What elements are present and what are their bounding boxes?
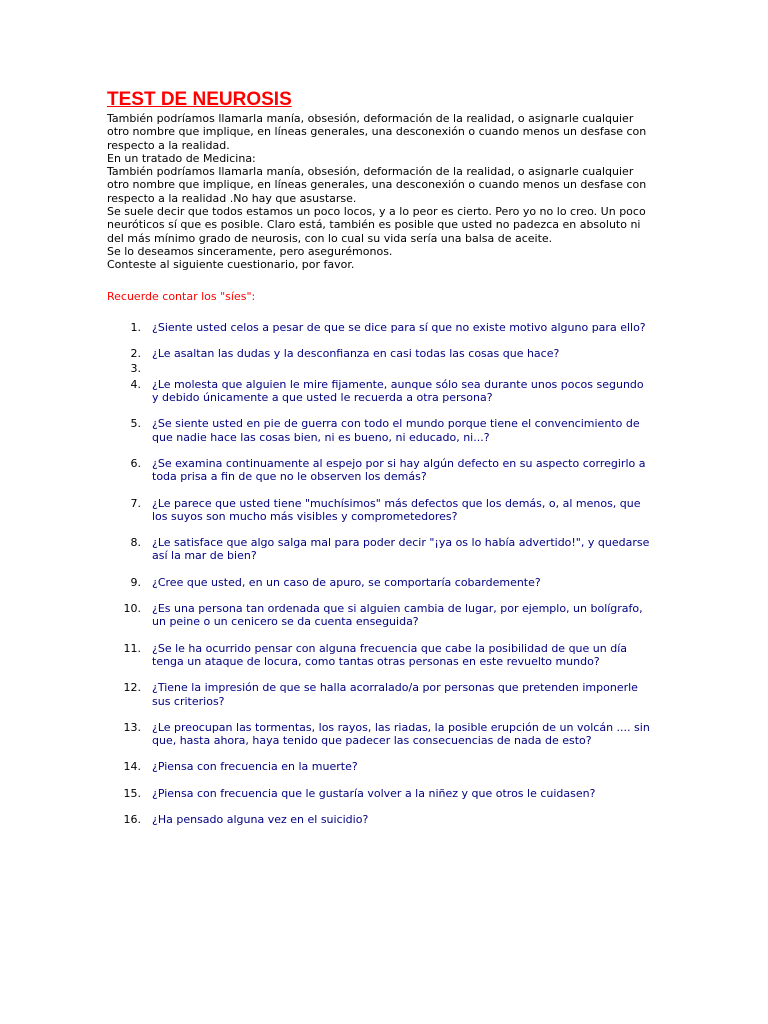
question-item	[107, 787, 652, 800]
question-text: ¿Cree que usted, en un caso de apuro, se comportaría cobardemente?	[152, 575, 541, 589]
question-number: 10.	[123, 602, 141, 616]
question-text: ¿Le preocupan las tormentas, los rayos, las riadas, la posible erupción de un volcán .... sin que, hasta ahora, haya tenido que padecer las consecuencias de nada de esto?	[152, 720, 650, 748]
question-text: ¿Es una persona tan ordenada que si alguien cambia de lugar, por ejemplo, un bolígrafo, un peine o un cenicero se da cuenta enseguida?	[152, 602, 643, 629]
question-text: ¿Le parece que usted tiene "muchísimos" más defectos que los demás, o, al menos, que los suyos son mucho más visibles y comprometedores?	[152, 496, 641, 523]
question-text: ¿Piensa con frecuencia en la muerte?	[152, 760, 358, 774]
question-text: ¿Le molesta que alguien le mire fijamente, aunque sólo sea durante unos pocos segundo y debido únicamente a que usted le recuerda a otra persona?	[152, 377, 644, 405]
intro-paragraph: También podríamos llamarla manía, obsesión, deformación de la realidad, o asignarle cualquier otro nombre que implique, en líneas generales, una desconexión o cuando menos un desfase con respecto a la realidad .No hay que asustarse.	[107, 165, 647, 205]
question-item	[107, 417, 652, 444]
intro-text	[107, 112, 652, 272]
question-text: ¿Ha pensado alguna vez en el suicidio?	[152, 812, 369, 826]
question-number: 7.	[130, 496, 141, 510]
question-item	[107, 497, 652, 524]
intro-paragraph: Conteste al siguiente cuestionario, por favor.	[107, 258, 355, 272]
page-title: TEST DE NEUROSIS	[107, 89, 292, 110]
question-number: 16.	[123, 812, 141, 826]
question-text: ¿Se examina continuamente al espejo por si hay algún defecto en su aspecto corregirlo a toda prisa a fin de que no le observen los demás?	[152, 456, 646, 484]
question-number: 11.	[123, 641, 141, 655]
question-text: ¿Tiene la impresión de que se halla acorralado/a por personas que pretenden imponerle sus criterios?	[152, 681, 638, 708]
question-text: ¿Se le ha ocurrido pensar con alguna frecuencia que cabe la posibilidad de que un día tenga un ataque de locura, como tantas otras personas en este revuelto mundo?	[152, 641, 628, 668]
intro-paragraph: También podríamos llamarla manía, obsesión, deformación de la realidad, o asignarle cualquier otro nombre que implique, en líneas generales, una desconexión o cuando menos un desfase con respecto a la realidad.	[107, 112, 647, 152]
question-number: 5.	[130, 417, 141, 431]
question-item	[107, 378, 652, 405]
question-number: 14.	[123, 760, 141, 774]
question-item	[107, 362, 652, 375]
question-number: 4.	[130, 377, 141, 391]
question-item	[107, 347, 652, 360]
question-text: ¿Le asaltan las dudas y la desconfianza en casi todas las cosas que hace?	[152, 347, 560, 361]
question-number: 1.	[130, 320, 141, 334]
reminder-text: Recuerde contar los "síes":	[107, 289, 256, 303]
question-list	[107, 321, 652, 826]
question-item	[107, 642, 652, 669]
question-number: 2.	[130, 347, 141, 361]
question-item	[107, 321, 652, 334]
question-number: 8.	[130, 536, 141, 550]
question-item	[107, 602, 652, 629]
document-page	[107, 90, 652, 826]
question-number: 3.	[130, 362, 141, 376]
question-number: 15.	[123, 786, 141, 800]
question-number: 13.	[123, 720, 141, 734]
question-item	[107, 576, 652, 589]
question-text: ¿Piensa con frecuencia que le gustaría volver a la niñez y que otros le cuidasen?	[152, 786, 596, 800]
question-text: ¿Siente usted celos a pesar de que se dice para sí que no existe motivo alguno para ello?	[152, 320, 646, 334]
intro-paragraph: Se lo deseamos sinceramente, pero asegurémonos.	[107, 244, 393, 258]
question-number: 6.	[130, 456, 141, 470]
question-item	[107, 813, 652, 826]
question-item	[107, 760, 652, 773]
question-text: ¿Se siente usted en pie de guerra con todo el mundo porque tiene el convencimiento de que nadie hace las cosas bien, ni es bueno, ni educado, ni...?	[152, 417, 640, 444]
question-item	[107, 721, 652, 748]
question-text: ¿Le satisface que algo salga mal para poder decir "¡ya os lo había advertido!", y quedarse así la mar de bien?	[152, 536, 650, 563]
question-item	[107, 536, 652, 563]
question-item	[107, 457, 652, 484]
intro-paragraph: Se suele decir que todos estamos un poco locos, y a lo peor es cierto. Pero yo no lo creo. Un poco neuróticos sí que es posible. Claro está, también es posible que usted no padezca en absoluto ni del más mínimo grado de neurosis, con lo cual su vida sería una balsa de aceite.	[107, 205, 646, 245]
question-item	[107, 681, 652, 708]
question-number: 12.	[123, 681, 141, 695]
question-number: 9.	[130, 575, 141, 589]
intro-paragraph: En un tratado de Medicina:	[107, 151, 256, 165]
